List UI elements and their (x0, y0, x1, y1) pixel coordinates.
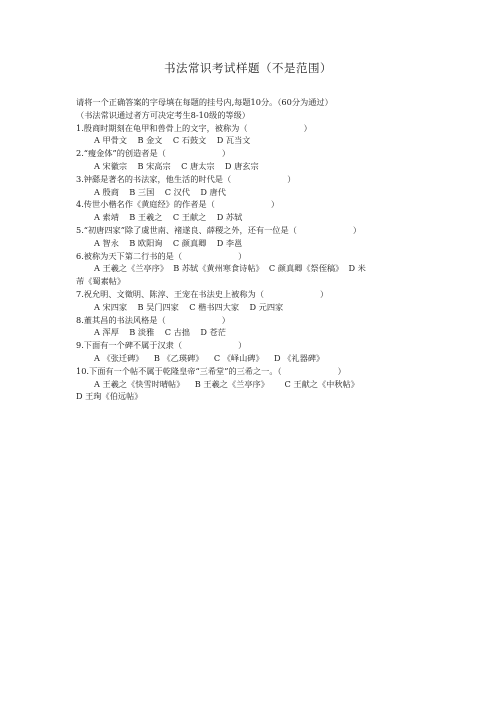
page-title: 书法常识考试样题（不是范围） (164, 61, 332, 75)
question-close: ） (270, 199, 280, 210)
question-close: ） (221, 314, 230, 325)
question-1 (76, 122, 428, 148)
question-10 (76, 365, 428, 403)
question-text: 2.“瘦金体”的创造者是（ (76, 148, 166, 159)
question-text: 3.钟繇是著名的书法家，他生活的时代是（ (76, 173, 232, 184)
question-3 (76, 173, 428, 199)
question-options: A 智永 B 欧阳询 C 颜真卿 D 李邕 (94, 237, 243, 248)
question-options: A 索靖 B 王羲之 C 王献之 D 苏轼 (94, 212, 243, 223)
question-close: ） (238, 340, 247, 351)
question-4 (76, 198, 428, 224)
question-text: 8.董其昌的书法风格是（ (76, 314, 166, 325)
intro-line-2: （书法常识通过者方可决定考生8-10级的等级） (76, 109, 250, 120)
question-close: ） (238, 250, 247, 261)
question-7 (76, 288, 428, 314)
question-close: ） (319, 288, 329, 299)
question-text: 5.“初唐四家”除了虞世南、褚遂良、薛稷之外，还有一位是（ (76, 224, 297, 235)
question-close: ） (287, 173, 296, 184)
question-options: A 浑厚 B 淡雅 C 古拙 D 苍茫 (94, 327, 226, 338)
question-close: ） (337, 365, 346, 376)
question-options-continued: D 王珣《伯远帖》 (76, 391, 143, 402)
question-5 (76, 224, 428, 250)
question-text: 10.下面有一个帖不属于乾隆皇帝“三希堂”的三希之一。（ (76, 365, 282, 376)
question-options: A 殷商 B 三国 C 汉代 D 唐代 (94, 186, 226, 197)
question-6 (76, 250, 428, 288)
question-close: ） (303, 122, 312, 133)
question-text: 6.被称为天下第二行书的是（ (76, 250, 183, 261)
intro-line-1: 请将一个正确答案的字母填在每题的挂号内,每题10分。（60分为通过） (76, 97, 333, 107)
exam-content (76, 96, 428, 403)
question-options: A 宋四家 B 吴门四家 C 楷书四大家 D 元四家 (94, 301, 284, 312)
question-options: A 甲骨文 B 金文 C 石鼓文 D 瓦当文 (94, 135, 251, 146)
question-options: A 王羲之《快雪时晴帖》 B 王羲之《兰亭序》 C 王献之《中秋帖》 (94, 378, 359, 389)
question-options: A 《张迁碑》 B 《乙瑛碑》 C 《峄山碑》 D 《礼器碑》 (94, 352, 325, 363)
question-text: 1.殷商时期刻在龟甲和兽骨上的文字，被称为（ (76, 122, 248, 133)
question-text: 7.祝允明、文徵明、陈淳、王宠在书法史上被称为（ (76, 288, 264, 299)
question-8 (76, 314, 428, 340)
question-text: 9.下面有一个碑不属于汉隶（ (76, 340, 183, 351)
question-options: A 王羲之《兰亭序》 B 苏轼《黄州寒食诗帖》 C 颜真卿《祭侄稿》 D 米 (94, 263, 366, 274)
question-2 (76, 147, 428, 173)
question-options: A 宋徽宗 B 宋高宗 C 唐太宗 D 唐玄宗 (94, 160, 259, 171)
question-close: ） (221, 148, 231, 159)
question-close: ） (352, 224, 362, 235)
question-text: 4.传世小楷名作《黄庭经》的作者是（ (76, 199, 215, 210)
question-options-continued: 芾《蜀素帖》 (76, 276, 126, 287)
question-9 (76, 339, 428, 365)
